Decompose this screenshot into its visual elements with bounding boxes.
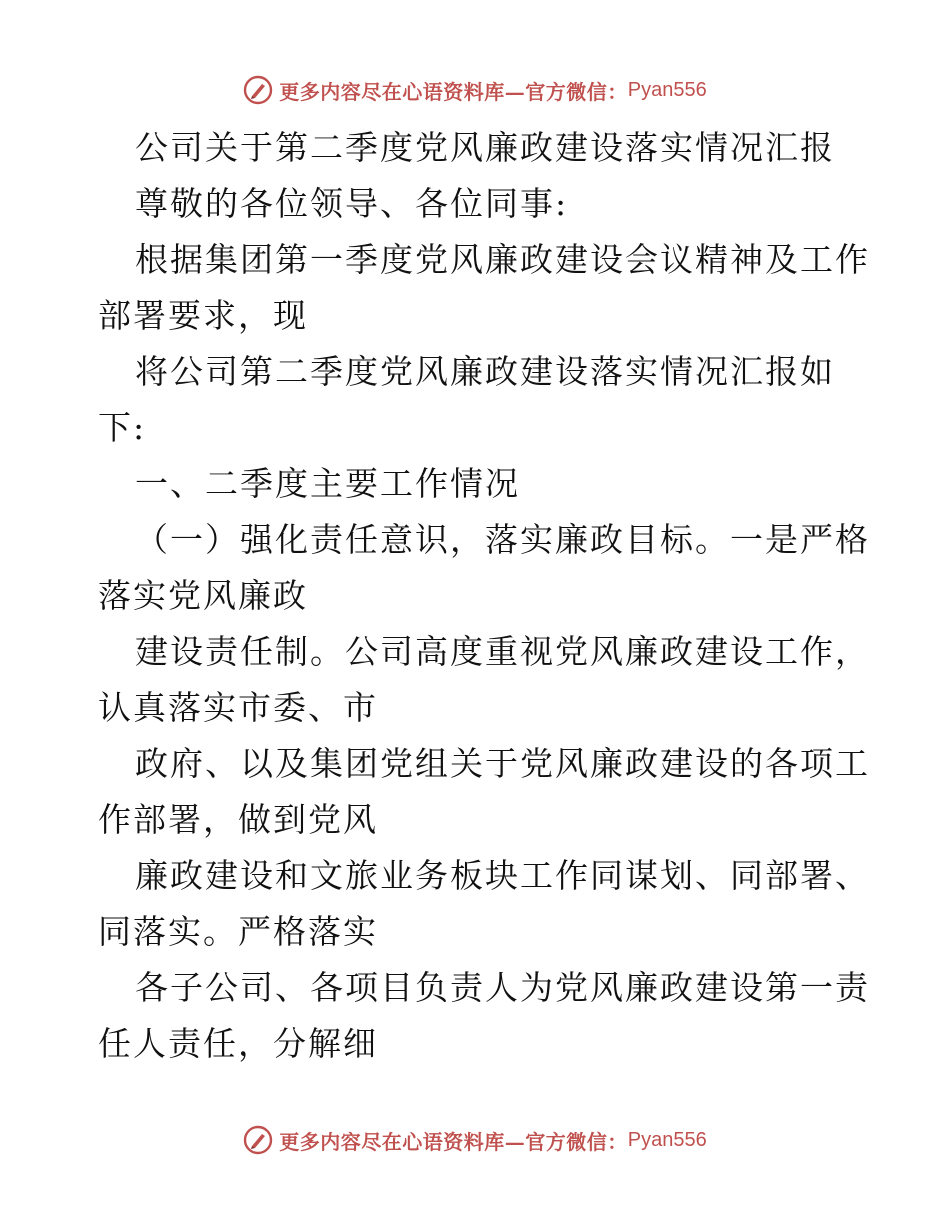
paragraph-line: 任人责任，分解细 [98, 1024, 378, 1063]
document-title: 公司关于第二季度党风廉政建设落实情况汇报 [135, 128, 835, 167]
paragraph-line: 廉政建设和文旅业务板块工作同谋划、同部署、 [135, 856, 870, 895]
paragraph-line: 同落实。严格落实 [98, 912, 378, 951]
section-heading: 一、二季度主要工作情况 [135, 464, 520, 503]
paragraph-line: 各子公司、各项目负责人为党风廉政建设第一责 [135, 968, 870, 1007]
salutation: 尊敬的各位领导、各位同事: [135, 184, 569, 223]
wechat-id: Pyan556 [627, 78, 707, 101]
paragraph-line: 建设责任制。公司高度重视党风廉政建设工作， [135, 632, 870, 671]
paragraph-line: 认真落实市委、市 [98, 688, 378, 727]
paragraph-line: 下: [98, 408, 147, 447]
document-body [98, 120, 870, 1072]
pen-logo-icon [243, 1125, 273, 1155]
pen-logo-icon [243, 75, 273, 105]
paragraph-line: 根据集团第一季度党风廉政建设会议精神及工作 [135, 240, 870, 279]
paragraph-line: 部署要求，现 [98, 296, 308, 335]
paragraph-line: 落实党风廉政 [98, 576, 308, 615]
paragraph-line: 政府、以及集团党组关于党风廉政建设的各项工 [135, 744, 870, 783]
footer-banner [0, 1120, 950, 1160]
banner-text: 更多内容尽在心语资料库—官方微信： [279, 1129, 628, 1154]
banner-text: 更多内容尽在心语资料库—官方微信： [279, 79, 628, 104]
header-banner [0, 70, 950, 110]
paragraph-line: （一）强化责任意识，落实廉政目标。一是严格 [135, 520, 870, 559]
paragraph-line: 作部署，做到党风 [98, 800, 378, 839]
paragraph-line: 将公司第二季度党风廉政建设落实情况汇报如 [135, 352, 835, 391]
wechat-id: Pyan556 [627, 1128, 707, 1151]
